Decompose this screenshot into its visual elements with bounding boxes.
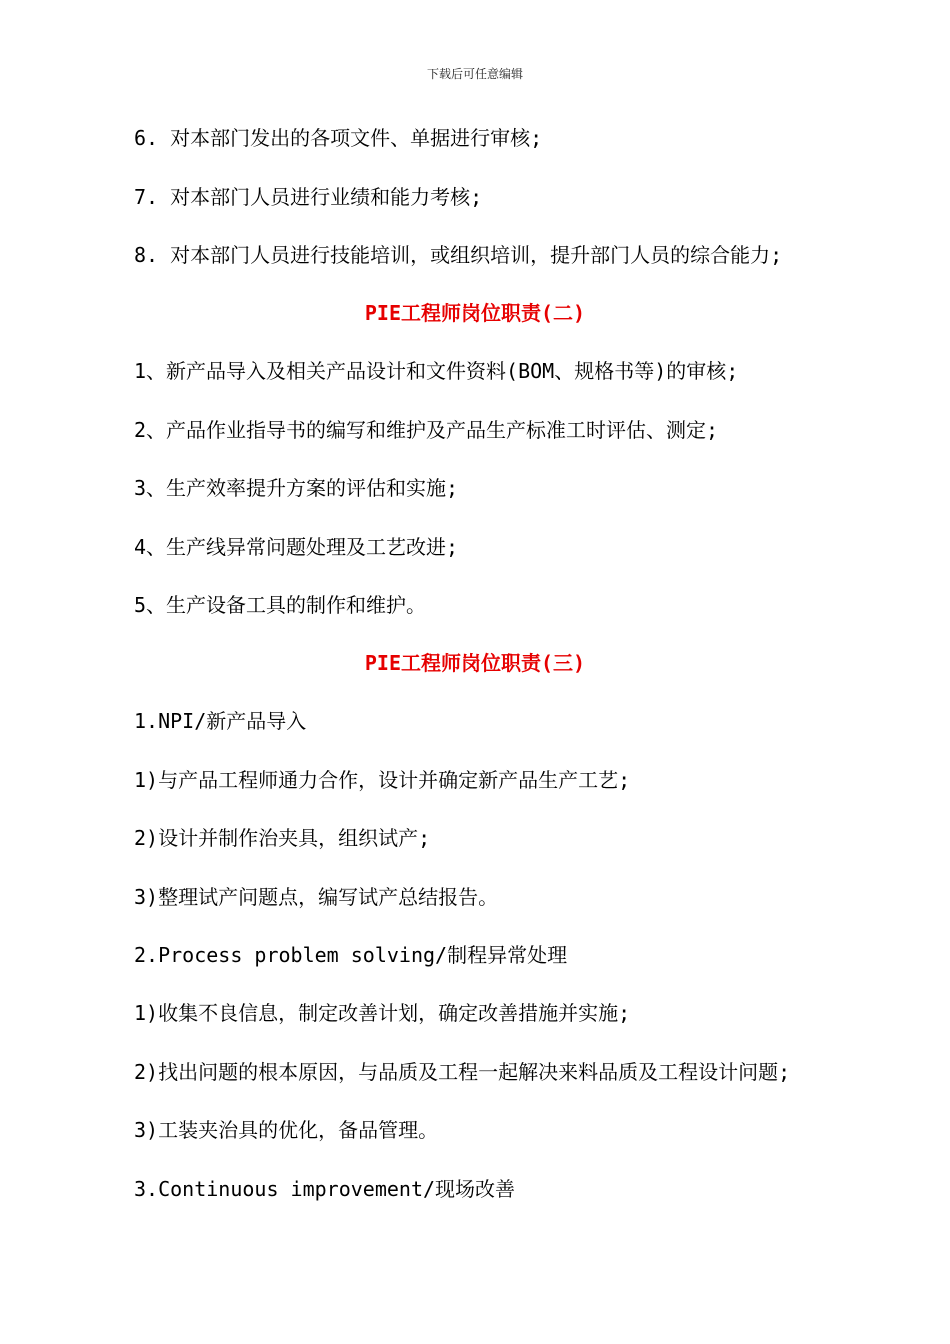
page-header-note: 下载后可任意编辑: [426, 67, 523, 81]
section-two-item-4: 4、生产线异常问题处理及工艺改进;: [134, 535, 459, 559]
section-three-item-4: 3)整理试产问题点，编写试产总结报告。: [134, 885, 499, 909]
section-two-title: PIE工程师岗位职责(二): [364, 301, 586, 325]
section-three-item-1: 1.NPI/新产品导入: [134, 709, 307, 733]
section-two-item-3: 3、生产效率提升方案的评估和实施;: [134, 476, 459, 500]
section-two-item-5: 5、生产设备工具的制作和维护。: [134, 593, 427, 617]
duty-item-7: 7. 对本部门人员进行业绩和能力考核;: [134, 185, 483, 209]
section-three-item-3: 2)设计并制作治夹具，组织试产;: [134, 826, 431, 850]
section-three-item-7: 2)找出问题的根本原因，与品质及工程一起解决来料品质及工程设计问题;: [134, 1060, 791, 1084]
duty-item-6: 6. 对本部门发出的各项文件、单据进行审核;: [134, 126, 543, 150]
section-three-item-8: 3)工装夹治具的优化，备品管理。: [134, 1118, 439, 1142]
duty-item-8: 8. 对本部门人员进行技能培训，或组织培训，提升部门人员的综合能力;: [134, 243, 783, 267]
section-three-item-5: 2.Process problem solving/制程异常处理: [134, 943, 568, 967]
section-three-title: PIE工程师岗位职责(三): [364, 651, 586, 675]
section-three-item-9: 3.Continuous improvement/现场改善: [134, 1177, 516, 1201]
section-two-item-2: 2、产品作业指导书的编写和维护及产品生产标准工时评估、测定;: [134, 418, 719, 442]
section-three-item-2: 1)与产品工程师通力合作，设计并确定新产品生产工艺;: [134, 768, 631, 792]
section-two-item-1: 1、新产品导入及相关产品设计和文件资料(BOM、规格书等)的审核;: [134, 359, 739, 383]
section-three-item-6: 1)收集不良信息，制定改善计划，确定改善措施并实施;: [134, 1001, 631, 1025]
